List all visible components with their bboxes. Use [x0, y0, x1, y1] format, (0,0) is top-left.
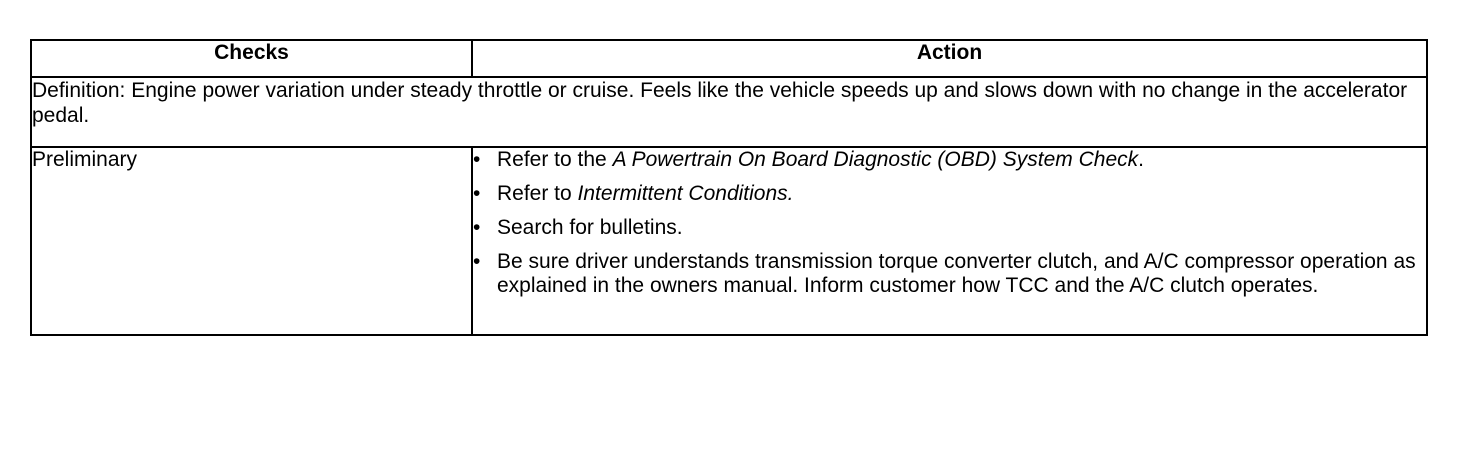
action-cell: [472, 147, 1427, 335]
action-text-prefix: Be sure driver understands transmission torque converter clutch, and A/C compressor operation as explained in the owners manual. Inform customer how TCC and the A/C clutch operates.: [497, 250, 1416, 297]
list-item: [473, 250, 1426, 298]
action-header: Action: [472, 40, 1427, 77]
action-reference: Intermittent Conditions.: [577, 182, 794, 205]
action-list: [473, 148, 1426, 298]
definition-row: [31, 77, 1427, 147]
table-row: [31, 147, 1427, 335]
bullet-icon: •: [473, 182, 481, 205]
header-row: [31, 40, 1427, 77]
list-item: [473, 148, 1426, 172]
check-cell: Preliminary: [31, 147, 472, 335]
bullet-icon: •: [473, 250, 481, 273]
bullet-icon: •: [473, 148, 481, 171]
list-item: [473, 216, 1426, 240]
list-item: [473, 182, 1426, 206]
checks-header: Checks: [31, 40, 472, 77]
definition-text: Definition: Engine power variation under steady throttle or cruise. Feels like the vehicle speeds up and slows down with no change in the accelerator pedal.: [31, 77, 1427, 147]
action-text-suffix: .: [1138, 148, 1144, 171]
action-text-prefix: Search for bulletins.: [497, 216, 683, 239]
action-text-prefix: Refer to: [497, 182, 578, 205]
action-reference: A Powertrain On Board Diagnostic (OBD) System Check: [612, 148, 1139, 171]
diagnostic-table: [30, 39, 1428, 336]
bullet-icon: •: [473, 216, 481, 239]
action-text-prefix: Refer to the: [497, 148, 613, 171]
